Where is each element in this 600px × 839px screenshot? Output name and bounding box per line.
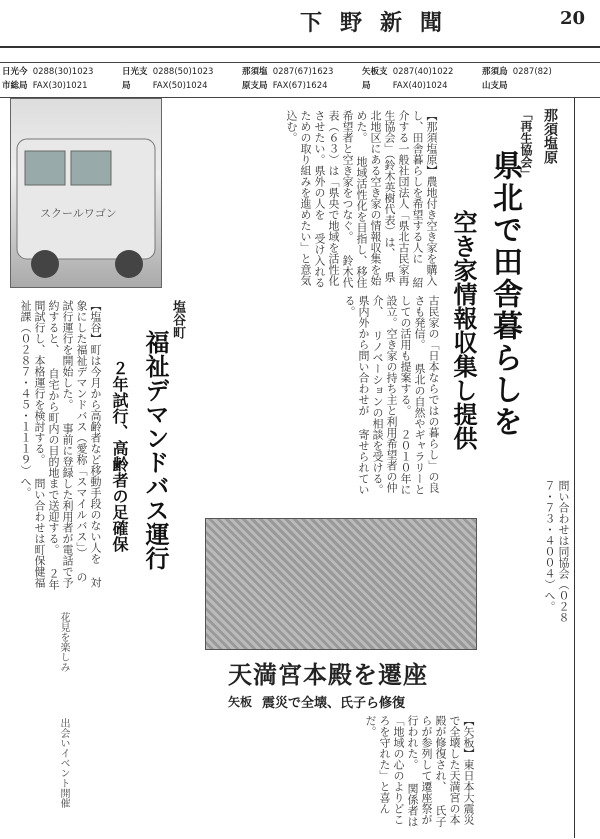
body-line: 県北地区にある空き家の情報収集を始めた。	[355, 110, 396, 286]
shrine-body	[205, 715, 475, 833]
body-line: ２０１０年に設立。空き家の持ち主と利用希望者の仲介、	[371, 295, 412, 495]
bus-body	[10, 300, 102, 590]
bureau-name: 矢板支局	[362, 67, 388, 91]
bus-illustration	[11, 99, 161, 287]
demand-bus-photo	[10, 98, 162, 288]
bureau-tel: 0287(40)1022	[392, 67, 454, 77]
bureau-tel: 0288(50)1023	[152, 67, 214, 77]
bureau-name: 那須塩原支局	[242, 67, 268, 91]
side-note-event: 出会いイベント開催	[58, 718, 69, 808]
shrine-sub-headline: 震災で全壊、氏子ら修復	[262, 696, 406, 711]
body-line: リノベーションの相談を受ける。県内外から問い合わせが	[357, 295, 384, 495]
shrine-headline: 天満宮本殿を遷座	[228, 660, 428, 689]
bureau-nikko	[122, 65, 242, 95]
body-line: 事前に登録した利用者が電話で予約すると、	[47, 300, 74, 588]
bureau-tel: 0287(67)1623	[272, 67, 334, 77]
body-line: 自宅から町内の目的地まで送迎する。	[47, 368, 60, 555]
bureau-name: 那須烏山支局	[482, 67, 508, 91]
page-number: 20	[560, 8, 586, 29]
body-line: 鈴木代表（６３）は「県央で地域を活性化させたい。県外の人を	[313, 110, 354, 288]
body-line: ２年間試行し、本格運行を検討する。	[33, 300, 60, 590]
body-line: 県北の自然やギャラリーとしての活用も提案する。	[399, 295, 426, 495]
shrine-photo	[205, 518, 477, 650]
bureau-yaita	[362, 65, 482, 95]
housing-group-name: 「再生協会」	[519, 108, 533, 180]
body-line: 関係者は「地域の心のよりどころを守れた」と喜んだ。	[364, 715, 419, 827]
body-line: 紹介する一般社団法人「県北古民家再生協会」（鈴木英樹代表）は、	[383, 110, 424, 288]
bureau-fax: FAX(40)1024	[392, 81, 448, 91]
body-line: 問い合わせは町保健福祉課（０２８７・４５・１１１９）へ。	[19, 300, 46, 588]
body-line: 寄せられている。	[343, 295, 370, 495]
body-line: 地域活性化を目指し、移住希望者と空き家をつなぐ。	[341, 110, 368, 288]
housing-body-lower	[180, 295, 440, 500]
bureau-fax: FAX(50)1024	[152, 81, 208, 91]
housing-body-upper	[210, 110, 438, 290]
newspaper-name: 下野新聞	[300, 10, 461, 36]
bus-photo-label: スクールワゴン	[40, 207, 117, 220]
body-line: 氏子らが参列して遷座祭が行われた。	[406, 715, 447, 827]
body-line: 【塩谷】町は今月から高齢者など移動手段のない人を	[89, 300, 102, 564]
bureau-name: 日光支局	[122, 67, 148, 91]
body-line: 古民家の「日本ならではの暮らし」の良さも発信。	[413, 295, 440, 493]
housing-sub-headline: 空き家情報収集し提供	[449, 210, 478, 450]
bus-sub-headline: ２年試行、高齢者の足確保	[110, 360, 129, 552]
shrine-place: 矢板	[228, 695, 253, 709]
bureau-nasukarasuyama	[482, 65, 598, 95]
housing-contact: 問い合わせは同協会（０２８７・７３・４００４）へ。	[543, 480, 570, 623]
bureau-contact-strip	[0, 62, 600, 98]
bus-headline: 福祉デマンドバス運行	[141, 330, 170, 570]
side-note-hanami: 花見を楽しみ	[58, 612, 69, 672]
body-line: 受け入れるための取り組みを進めたい」と意気込む。	[285, 110, 326, 288]
body-line: の試行運行を開始した。	[61, 300, 88, 583]
bureau-fax: FAX(30)1021	[32, 81, 88, 91]
housing-place-kicker: 那須塩原	[542, 108, 558, 164]
bureau-name: 日光今市総局	[2, 67, 28, 91]
housing-main-headline: 県北で田舎暮らしを	[487, 150, 522, 438]
masthead	[0, 0, 600, 48]
bureau-tel: 0287(82)	[512, 67, 552, 77]
column-divider	[574, 98, 575, 838]
body-line: 【那須塩原】農地付き空き家を購入し、田舎暮らしを希望する人に	[411, 110, 438, 286]
bureau-fax: FAX(67)1624	[272, 81, 328, 91]
bus-place: 塩谷町	[170, 300, 185, 339]
body-line: 対象にした福祉デマンドバス（愛称「スマイルバス」）	[75, 300, 102, 588]
bureau-tel: 0288(30)1023	[32, 67, 94, 77]
bureau-nasushiobara	[242, 65, 362, 95]
body-line: 【矢板】東日本大震災で全壊した天満宮の本殿が修復され、	[434, 715, 475, 825]
bureau-nikko-imaichi	[2, 65, 122, 95]
